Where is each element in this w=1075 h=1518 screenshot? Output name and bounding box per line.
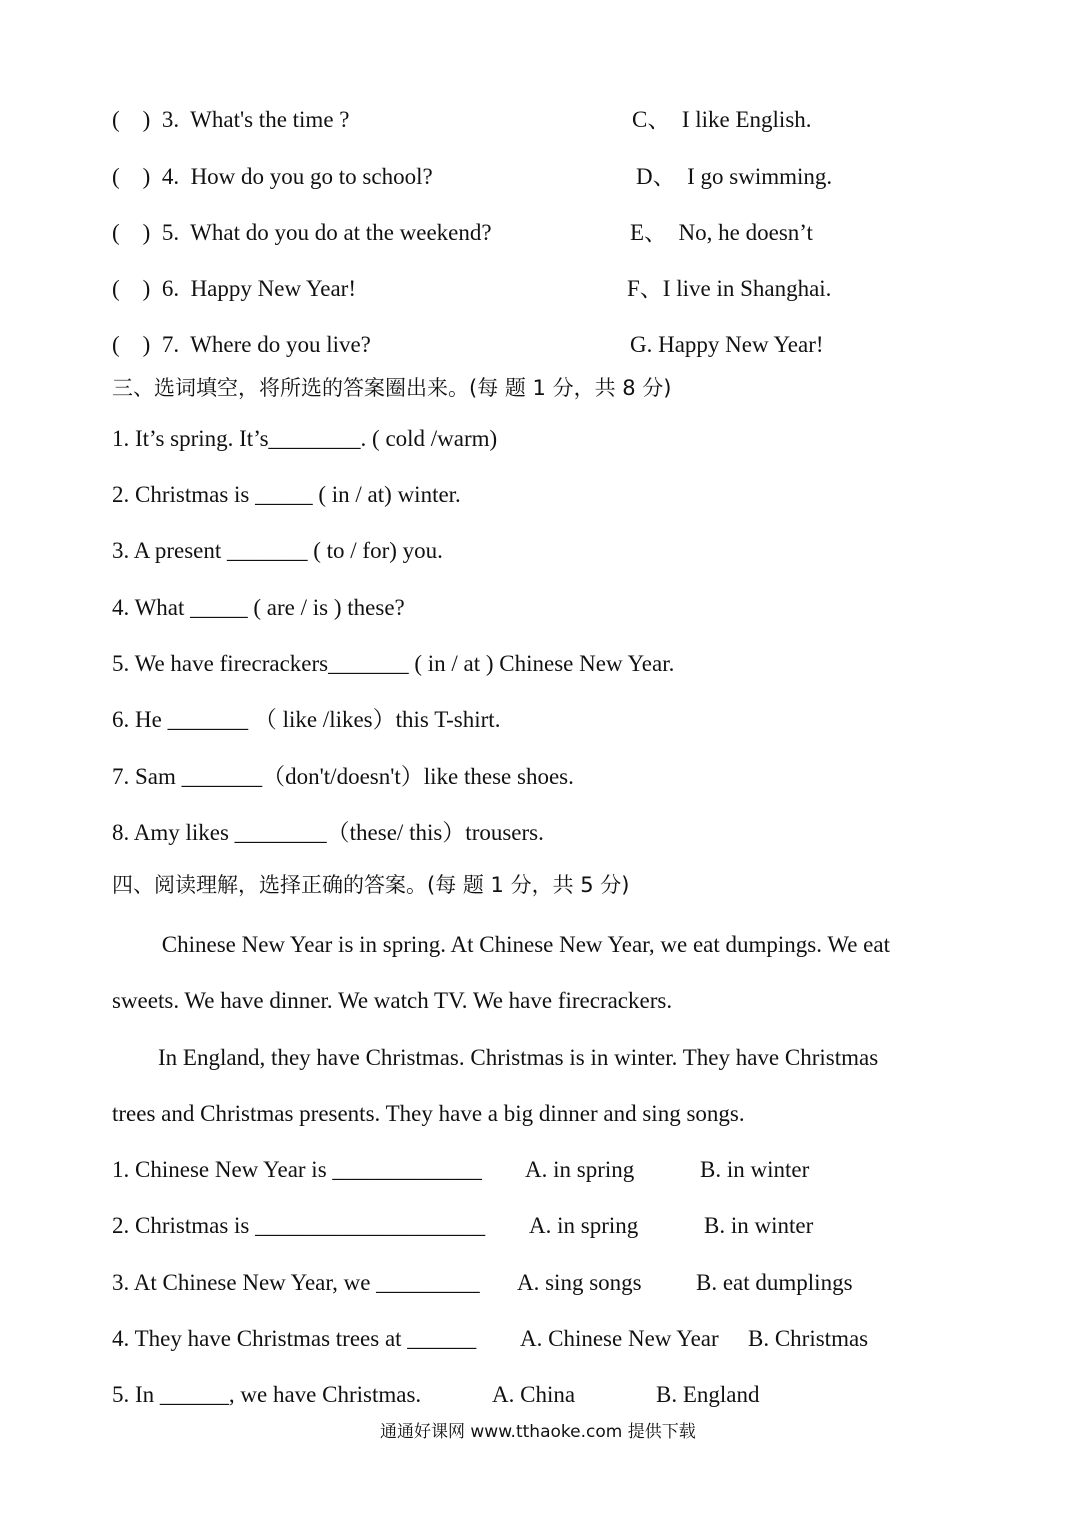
reading-question-2: 2. Christmas is ____________________ [112, 1213, 486, 1238]
passage-line-4: trees and Christmas presents. They have a big dinner and sing songs. [112, 1101, 745, 1126]
reading-question-1-option-b: B. in winter [700, 1157, 810, 1182]
matching-question-7: ( ) 7. Where do you live? [112, 332, 371, 357]
matching-answer-d: D、 I go swimming. [636, 164, 833, 189]
matching-answer-c: C、 I like English. [632, 107, 812, 132]
page-footer: 通通好课网 www.tthaoke.com 提供下载 [380, 1422, 696, 1442]
fill-item-1: 1. It’s spring. It’s________. ( cold /warm) [112, 426, 498, 451]
matching-question-6: ( ) 6. Happy New Year! [112, 276, 357, 301]
passage-line-2: sweets. We have dinner. We watch TV. We have firecrackers. [112, 988, 673, 1013]
reading-question-3-option-b: B. eat dumplings [696, 1270, 853, 1295]
passage-line-1: Chinese New Year is in spring. At Chinese New Year, we eat dumpings. We eat [156, 932, 890, 957]
fill-item-3: 3. A present _______ ( to / for) you. [112, 538, 443, 563]
section4-heading: 四、阅读理解，选择正确的答案。(每 题 1 分，共 5 分) [112, 873, 630, 897]
reading-question-1: 1. Chinese New Year is _____________ [112, 1157, 482, 1182]
fill-item-2: 2. Christmas is _____ ( in / at) winter. [112, 482, 461, 507]
fill-item-8: 8. Amy likes ________（these/ this）trousers. [112, 820, 544, 845]
matching-answer-e: E、 No, he doesn’t [630, 220, 813, 245]
matching-question-5: ( ) 5. What do you do at the weekend? [112, 220, 492, 245]
fill-item-5: 5. We have firecrackers_______ ( in / at ) Chinese New Year. [112, 651, 675, 676]
reading-question-4-option-b: B. Christmas [748, 1326, 869, 1351]
reading-question-2-option-a: A. in spring [529, 1213, 639, 1238]
fill-item-4: 4. What _____ ( are / is ) these? [112, 595, 405, 620]
fill-item-6: 6. He _______ （ like /likes）this T-shirt. [112, 707, 501, 732]
reading-question-5-option-a: A. China [492, 1382, 576, 1407]
reading-question-3-option-a: A. sing songs [517, 1270, 642, 1295]
passage-line-3: In England, they have Christmas. Christmas is in winter. They have Christmas [158, 1045, 879, 1070]
section3-heading: 三、选词填空，将所选的答案圈出来。(每 题 1 分，共 8 分) [112, 376, 672, 400]
matching-answer-g: G. Happy New Year! [630, 332, 824, 357]
fill-item-7: 7. Sam _______（don't/doesn't）like these shoes. [112, 764, 574, 789]
reading-question-2-option-b: B. in winter [704, 1213, 814, 1238]
matching-question-3: ( ) 3. What's the time ? [112, 107, 350, 132]
reading-question-1-option-a: A. in spring [525, 1157, 635, 1182]
matching-question-4: ( ) 4. How do you go to school? [112, 164, 433, 189]
reading-question-4-option-a: A. Chinese New Year [520, 1326, 719, 1351]
reading-question-5-option-b: B. England [656, 1382, 760, 1407]
reading-question-3: 3. At Chinese New Year, we _________ [112, 1270, 480, 1295]
reading-question-5: 5. In ______, we have Christmas. [112, 1382, 422, 1407]
matching-answer-f: F、I live in Shanghai. [627, 276, 832, 301]
reading-question-4: 4. They have Christmas trees at ______ [112, 1326, 477, 1351]
